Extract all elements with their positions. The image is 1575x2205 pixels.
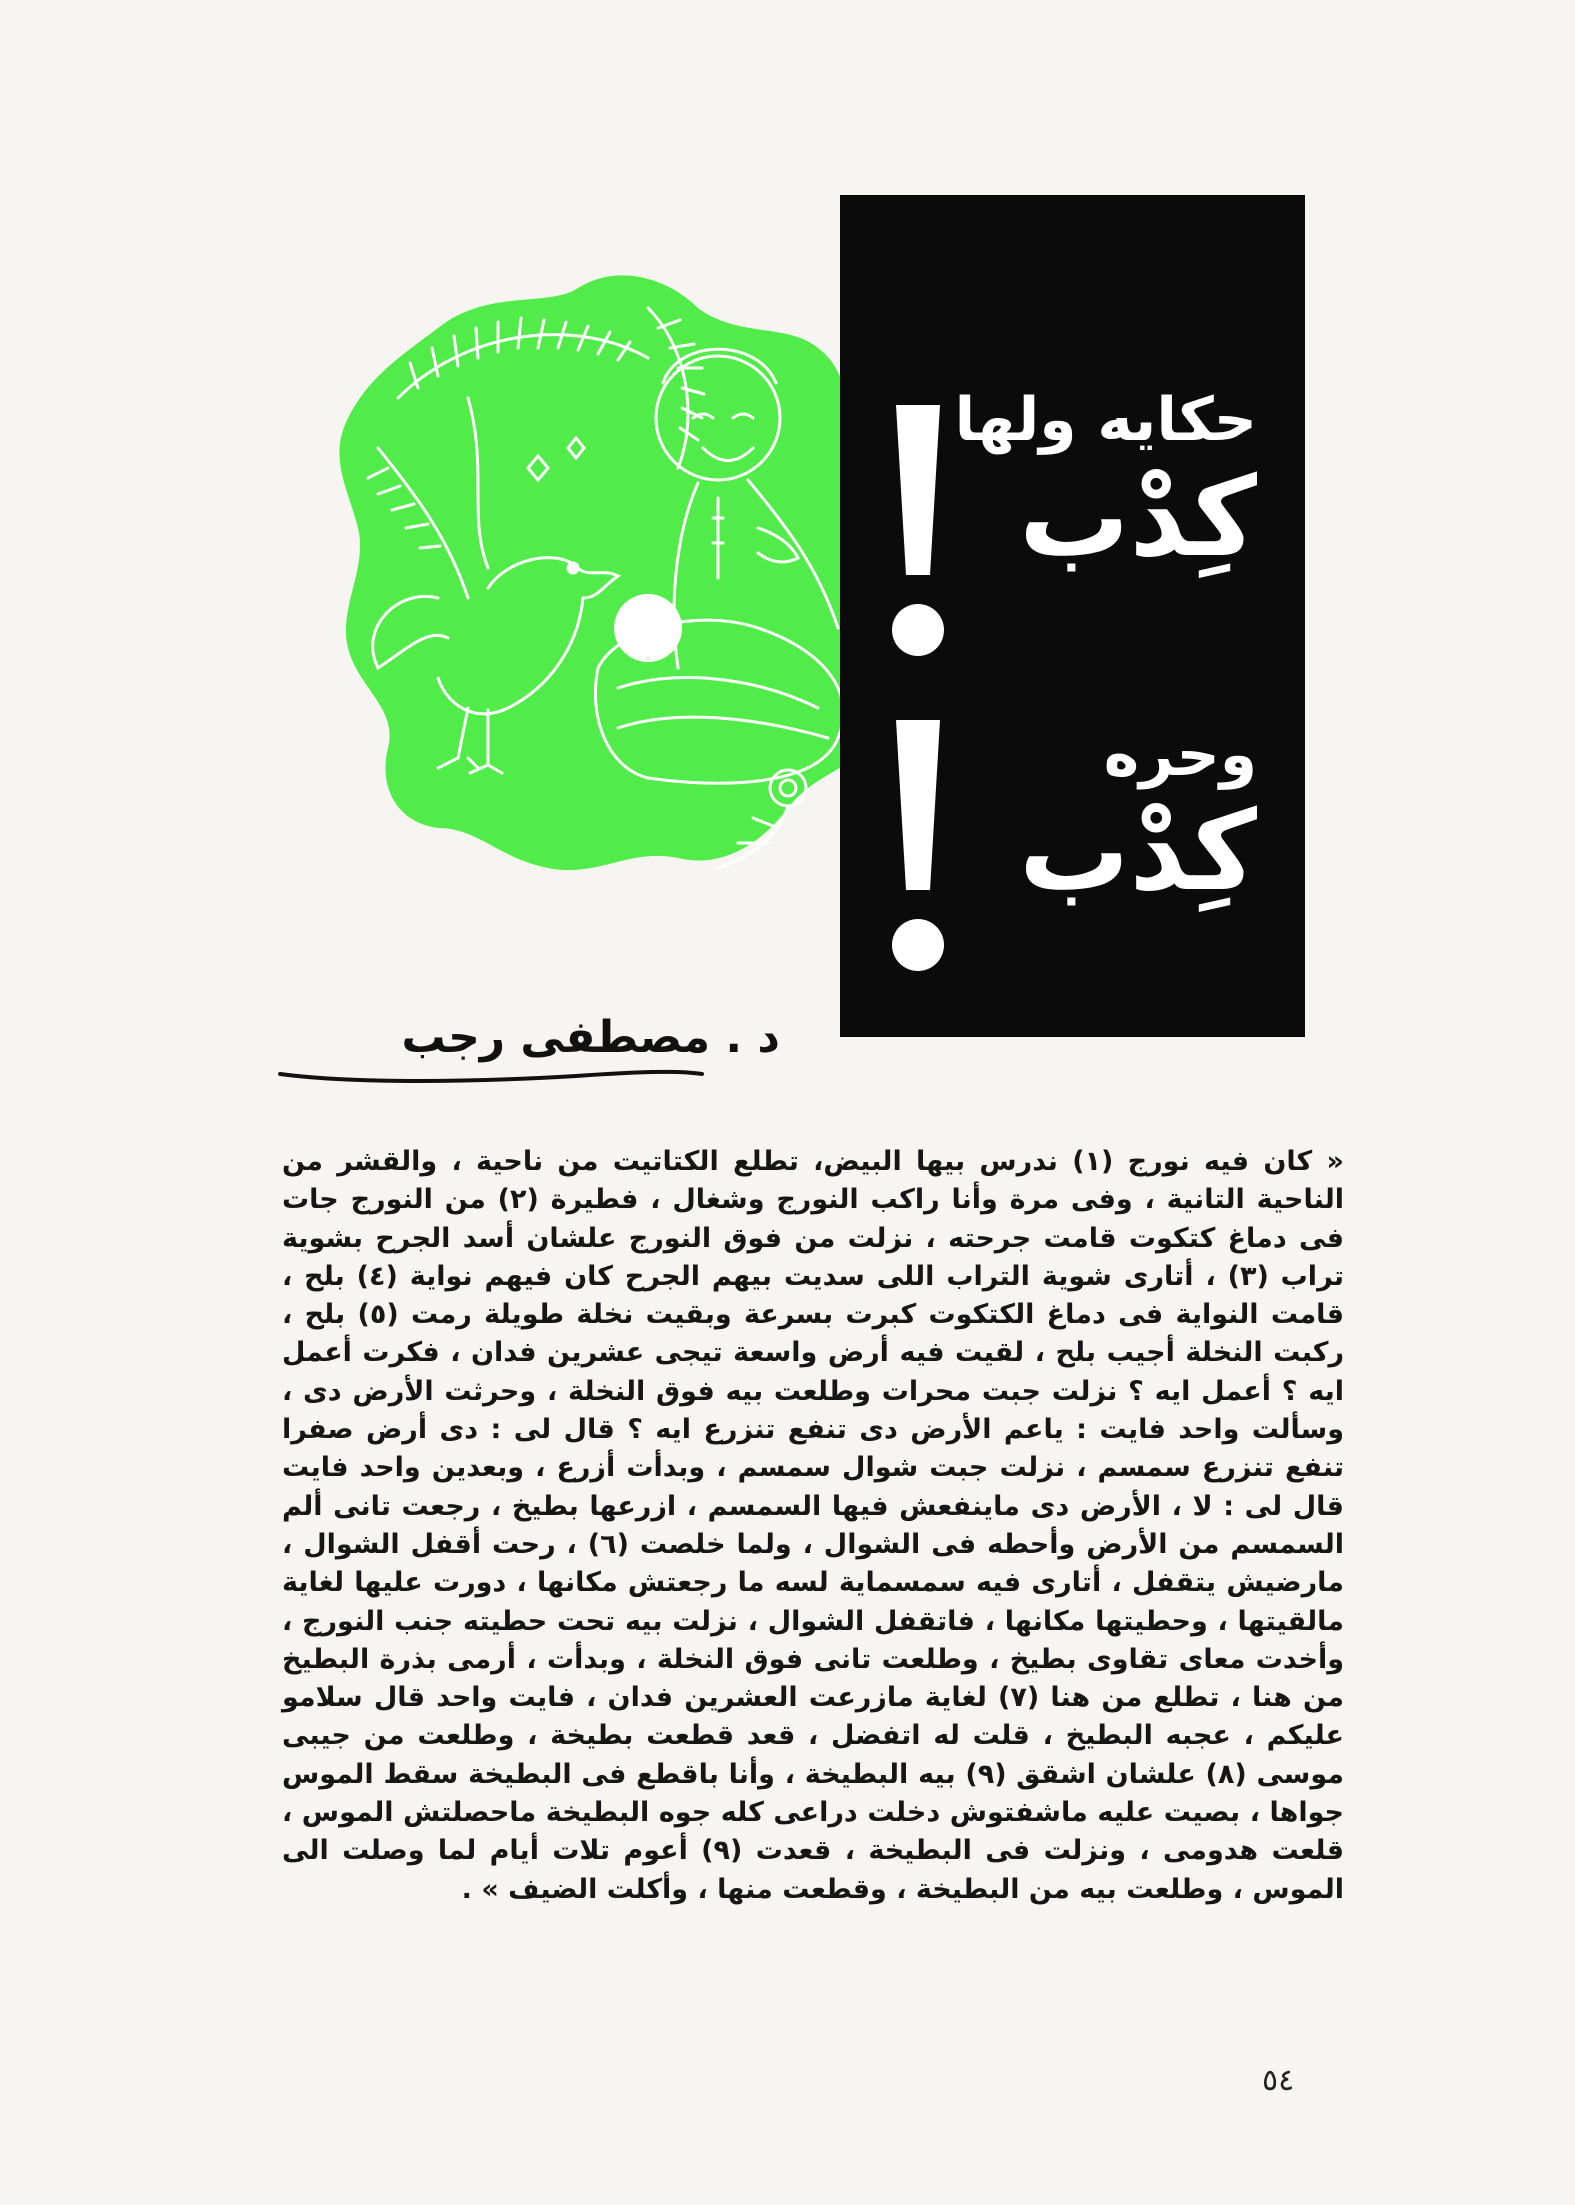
article-body: « كان فيه نورج (١) ندرس بيها البيض، تطلع الكتاتيت من ناحية ، والقشر من الناحية التانية ، وفى مرة وأنا راكب النورج وشغال ، فطيرة (٢) من النورج جات فى دماغ كتكوت قامت جرحته ، نزلت من فوق النورج علشان أسد الجرح بشوية تراب (٣) ، أتارى شوية التراب اللى سديت بيهم الجرح كان فيهم نواية (٤) بلح ، قامت النواية فى دماغ الكتكوت كبرت بسرعة وبقيت نخلة طويلة رمت (٥) بلح ، ركبت النخلة أجيب بلح ، لقيت فيه أرض واسعة تيجى عشرين فدان ، فكرت أعمل ايه ؟ أعمل ايه ؟ نزلت جبت محرات وطلعت بيه فوق النخلة ، وحرثت الأرض دى ، وسألت واحد فايت : ياعم الأرض دى تنفع تنزرع ايه ؟ قال لى : دى أرض صفرا تنفع تنزرع سمسم ، نزلت جبت شوال سمسم ، وبدأت أزرع ، وبعدين واحد فايت قال لى : لا ، الأرض دى ماينفعش فيها السمسم ، ازرعها بطيخ ، رجعت تانى ألم السمسم من الأرض وأحطه فى الشوال ، ولما خلصت (٦) ، رحت أقفل الشوال ، مارضيش يتقفل ، أتارى فيه سمسماية لسه ما رجعتش مكانها ، دورت عليها لغاية مالقيتها ، وحطيتها مكانها ، فاتقفل الشوال ، نزلت بيه تحت حطيته جنب النورج ، وأخدت معاى تقاوى بطيخ ، وطلعت تانى فوق النخلة ، وبدأت ، أرمى بذرة البطيخ من هنا ، تطلع من هنا (٧) لغاية مازرعت العشرين فدان ، فايت واحد قال سلامو عليكم ، عجبه البطيخ ، قلت له اتفضل ، قعد قطعت بطيخة ، وطلعت من جيبى موسى (٨) علشان اشقق (٩) بيه البطيخة ، وأنا باقطع فى البطيخة سقط الموس جواها ، بصيت عليه ماشفتوش دخلت دراعى كله جوه البطيخة ماحصلتش الموس ، قلعت هدومى ، ونزلت فى البطيخة ، قعدت (٩) أعوم تلات أيام لما وصلت الى الموس ، وطلعت بيه من البطيخة ، وقطعت منها ، وأكلت الضيف » . [282,1146,1344,1905]
author-underline [276,1062,706,1086]
exclamation-mark-icon [888,720,948,980]
title-line-3: وحره [1103,720,1257,790]
title-line-2: كِدْب [1018,453,1257,581]
title-line-1: حكايه ولها [954,385,1257,455]
title-line-4: كِدْب [1018,787,1257,915]
exclamation-mark-icon [888,405,948,665]
title-panel [840,195,1305,1037]
page-number: ٥٤ [1262,2063,1295,2098]
header-illustration [318,268,910,898]
author-byline: د . مصطفى رجب [401,1012,780,1063]
